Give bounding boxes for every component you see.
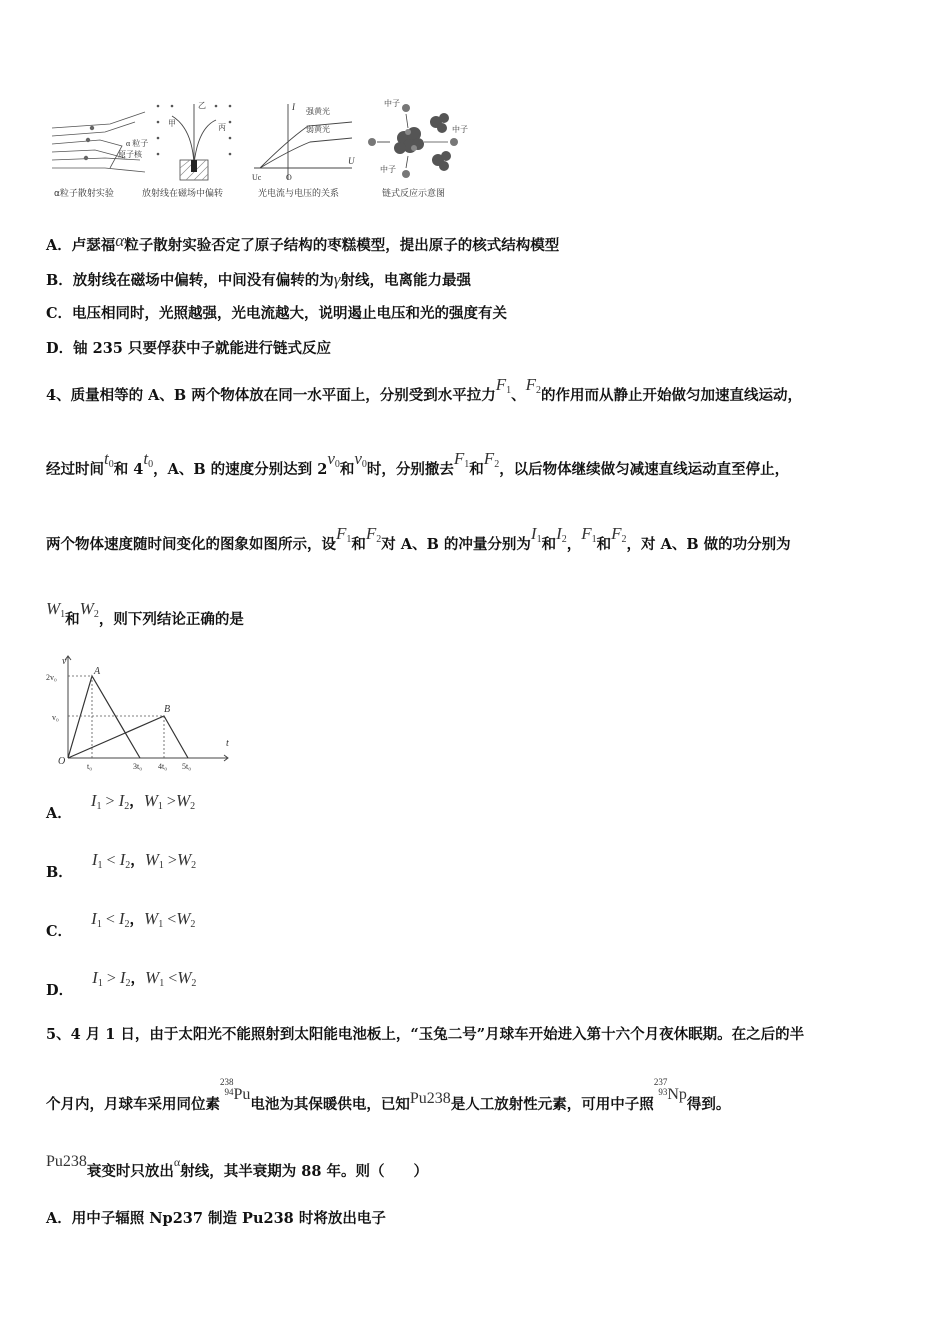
vt-graph	[44, 650, 240, 774]
photocurrent-figure	[248, 100, 358, 184]
q4-line-3: 两个物体速度随时间变化的图象如图所示，设$F_1$和$F_2$对 A、B 的冲量分别为$I_1$和$I_2$，$F_1$和$F_2$，对 A、B 做的功分别为	[46, 524, 791, 553]
tick-v0: v₀	[52, 713, 59, 722]
graph-origin: O	[58, 756, 66, 767]
alpha-label: α 粒子	[126, 139, 149, 148]
caption-photo: 光电流与电压的关系	[258, 189, 340, 199]
q3-option-d: D．铀 235 只要俘获中子就能进行链式反应	[46, 340, 331, 357]
tick-3t0: 3t₀	[133, 762, 143, 771]
strong-light-label: 强黄光	[306, 107, 330, 116]
alpha-symbol: α	[115, 231, 125, 250]
top-figures	[46, 96, 476, 204]
q5-option-a: A．用中子辐照 Np237 制造 Pu238 时将放出电子	[46, 1210, 386, 1227]
tick-5t0: 5t₀	[182, 762, 192, 771]
yi-label: 乙	[198, 101, 206, 110]
photo-u-label: U	[348, 156, 355, 166]
q5-line-1: 5、4 月 1 日，由于太阳光不能照射到太阳能电池板上，“玉兔二号”月球车开始进入第十六个月夜休眠期。在之后的半	[46, 1026, 805, 1043]
q4-option-c: C． $I_1 < I_2$，$W_1 <W_2$	[46, 909, 196, 940]
neutron-label-1: 中子	[384, 99, 400, 108]
caption-magnet: 放射线在磁场中偏转	[142, 189, 224, 199]
graph-t-label: t	[226, 738, 229, 749]
q3-option-a: A．卢瑟福α粒子散射实验否定了原子结构的枣糕模型，提出原子的核式结构模型	[46, 231, 560, 254]
nucleus-label: 原子核	[118, 150, 142, 159]
q3-option-c: C．电压相同时，光照越强，光电流越大，说明遏止电压和光的强度有关	[46, 305, 508, 322]
photo-o-label: O	[286, 173, 292, 182]
q3-option-b: B．放射线在磁场中偏转，中间没有偏转的为γ射线，电离能力最强	[46, 270, 471, 289]
point-a-label: A	[94, 666, 101, 677]
jia-label: 甲	[168, 119, 176, 128]
chain-reaction-figure	[364, 98, 474, 184]
caption-chain: 链式反应示意图	[382, 189, 446, 199]
q5-line-3: Pu238衰变时只放出$^\alpha$射线，其半衰期为 88 年。则（ ）	[46, 1153, 428, 1180]
q4-line-4: $W_1$和$W_2$，则下列结论正确的是	[46, 599, 244, 628]
photo-i-label: I	[292, 102, 295, 112]
graph-v-label: v	[62, 656, 67, 667]
alpha-scattering-figure	[50, 110, 166, 180]
tick-t0: t₀	[87, 762, 93, 771]
neutron-label-3: 中子	[380, 165, 396, 174]
caption-alpha: α粒子散射实验	[54, 189, 114, 199]
q4-option-b: B． $I_1 < I_2$，$W_1 >W_2$	[46, 850, 197, 881]
q5-line-2: 个月内，月球车采用同位素238 94Pu电池为其保暖供电，已知Pu238是人工放射性元素，可用中子照237 93Np得到。	[46, 1077, 731, 1113]
neutron-label-2: 中子	[452, 125, 468, 134]
weak-light-label: 弱黄光	[306, 125, 330, 134]
photo-uc-label: Uc	[252, 173, 262, 182]
q4-line-2: 经过时间$t_0$和 $4t_0$，A、B 的速度分别达到 $2v_0$和$v_0$时，分别撤去$F_1$和$F_2$，以后物体继续做匀减速直线运动直至停止，	[46, 449, 790, 478]
tick-4t0: 4t₀	[158, 762, 168, 771]
q4-option-a: A． $I_1 > I_2$，$W_1 >W_2$	[46, 791, 196, 822]
tick-2v0: 2v₀	[46, 673, 57, 682]
bing-label: 丙	[218, 123, 226, 132]
q4-line-1: 4、质量相等的 A、B 两个物体放在同一水平面上，分别受到水平拉力$F_1$、$F_2$的作用而从静止开始做匀加速直线运动，	[46, 375, 802, 404]
magnetic-deflection-figure	[150, 98, 240, 184]
gamma-symbol: γ	[333, 270, 341, 289]
q4-option-d: D． $I_1 > I_2$，$W_1 <W_2$	[46, 968, 197, 999]
point-b-label: B	[164, 704, 171, 715]
